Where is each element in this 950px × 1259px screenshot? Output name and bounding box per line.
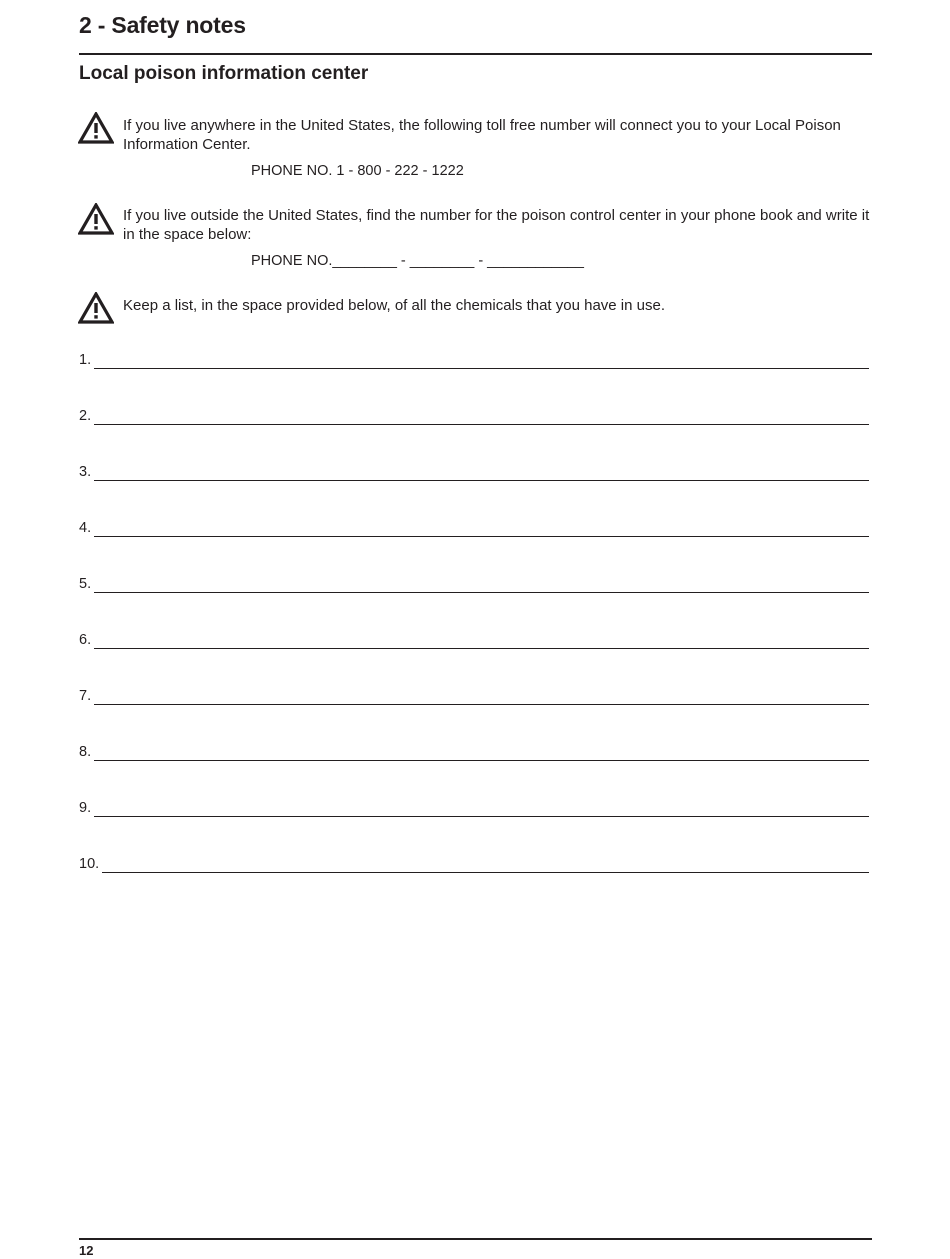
note-us-text: If you live anywhere in the United States, the following toll free number will connect you to your Local Poison Information Center.	[123, 117, 841, 153]
list-item[interactable]	[79, 797, 869, 817]
footer-divider	[79, 1238, 872, 1240]
list-item-blank-line[interactable]	[94, 424, 869, 425]
list-item-number: 5.	[79, 576, 92, 592]
list-item[interactable]	[79, 741, 869, 761]
list-item[interactable]	[79, 517, 869, 537]
list-item[interactable]	[79, 685, 869, 705]
list-item-blank-line[interactable]	[102, 872, 869, 873]
list-item[interactable]	[79, 349, 869, 369]
list-item-blank-line[interactable]	[94, 480, 869, 481]
list-item[interactable]	[79, 573, 869, 593]
page-title: 2 - Safety notes	[79, 12, 246, 38]
warning-triangle-icon	[78, 203, 114, 235]
list-item-number: 9.	[79, 800, 92, 816]
local-phone-field[interactable]: PHONE NO.________ - ________ - ____________	[251, 253, 584, 269]
list-item-number: 7.	[79, 688, 92, 704]
note-chemical-list-text: Keep a list, in the space provided below, of all the chemicals that you have in use.	[123, 297, 665, 314]
list-item-blank-line[interactable]	[94, 536, 869, 537]
us-phone-number: PHONE NO. 1 - 800 - 222 - 1222	[251, 163, 464, 179]
list-item-number: 2.	[79, 408, 92, 424]
list-item[interactable]	[79, 461, 869, 481]
warning-triangle-icon	[78, 112, 114, 144]
page-number: 12	[79, 1243, 94, 1258]
list-item-blank-line[interactable]	[94, 648, 869, 649]
warning-triangle-icon	[78, 292, 114, 324]
list-item-number: 6.	[79, 632, 92, 648]
list-item-blank-line[interactable]	[94, 592, 869, 593]
list-item-blank-line[interactable]	[94, 704, 869, 705]
header-divider	[79, 53, 872, 55]
list-item-blank-line[interactable]	[94, 368, 869, 369]
list-item[interactable]	[79, 629, 869, 649]
list-item-number: 4.	[79, 520, 92, 536]
list-item-blank-line[interactable]	[94, 760, 869, 761]
list-item-number: 10.	[79, 856, 100, 872]
list-item[interactable]	[79, 853, 869, 873]
list-item-number: 3.	[79, 464, 92, 480]
section-title: Local poison information center	[79, 63, 369, 84]
list-item-blank-line[interactable]	[94, 816, 869, 817]
note-outside-us-text: If you live outside the United States, find the number for the poison control center in your phone book and write it in the space below:	[123, 207, 870, 243]
list-item-number: 8.	[79, 744, 92, 760]
list-item-number: 1.	[79, 352, 92, 368]
list-item[interactable]	[79, 405, 869, 425]
